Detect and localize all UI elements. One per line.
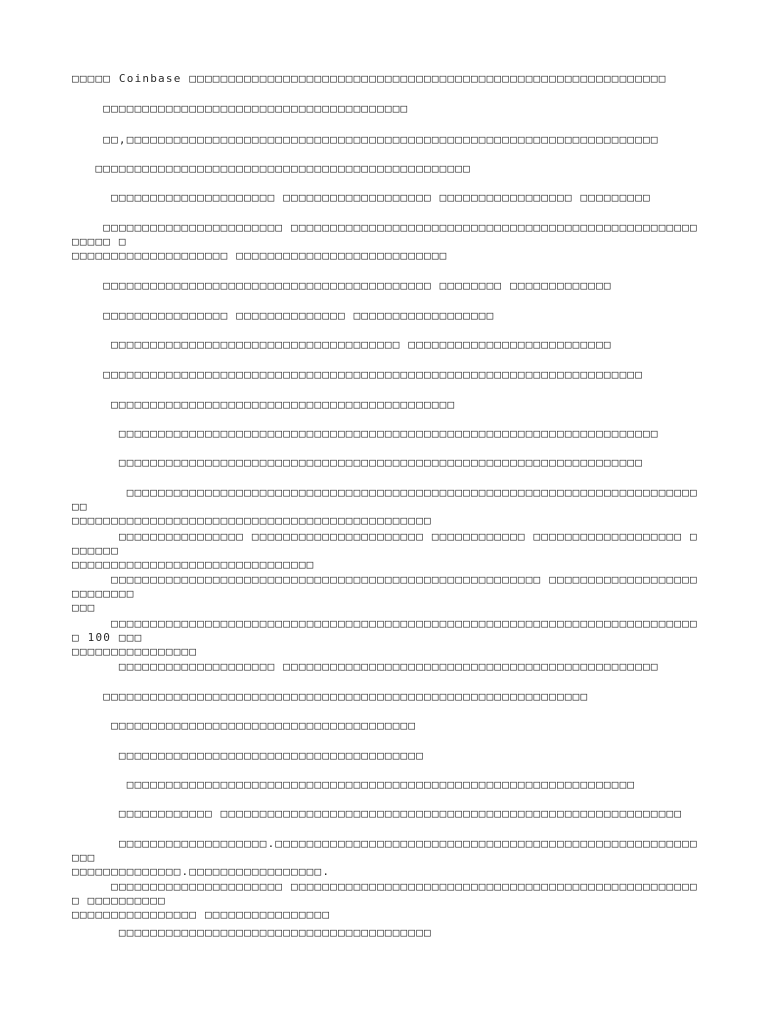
text-line: □□□□□□□□□□□□□□□□□□□□□ □□□□□□□□□□□□□□□□□□□ □□□□□□□□□□□□□□□□□ □□□□□□□□□: [72, 191, 651, 204]
text-line: □□□□□□□□□□□□□□□□□□□□ □□□□□□□□□□□□□□□□□□□□□□□□□□□□□□□□□□□□□□□□□□□□□□□□: [72, 660, 659, 673]
text-line: □□□□□□□□□□□□□□□□□□□□□□□□□□□□□□□□□□□□□□□□□□□□□□□□□□□□□□□□□□□□□□□□□□□□□: [72, 427, 659, 440]
text-line: □□□□□□□□□□□□□□□□□□□□□□□□□□□□□□□□□□□□□□□□□□□□□□□□□□□□□□□□□□□□□□□□□□□□□: [72, 368, 644, 381]
text-line: □□□□□□□□□□□□□□□□□□□□□□□□□□□□□□□□□□□□□□□□□□□□□□□□□□□□□□□□□□□□□□: [72, 690, 589, 703]
text-line: □□□□□□□□□□□□□□□□□□□□□□□ □□□□□□□□□□□□□□□□□□□□□□□□□□□□□□□□□□□□□□□□□□□□□□□□□□□□□□□□□ □ □□□□□□□□□□□□□□□□□□□□ □□□□□□□□□□□□□□□□□□□□□□□□□□□: [72, 221, 698, 262]
text-line: □□□□□□□□□□□□□□□□□□□□□□□□□□□□□□□□□□□□□□□: [72, 102, 409, 115]
text-line: □□,□□□□□□□□□□□□□□□□□□□□□□□□□□□□□□□□□□□□□□□□□□□□□□□□□□□□□□□□□□□□□□□□□□□□: [72, 133, 659, 146]
text-line: □□□□□□□□□□□□□□□□□□□□□□□□□□□□□□□□□□□□□□□□□□□□□□□□□□□□□□□□□□□□□□□□□□□□□□□□□□□ □□□□□□□□□□□□□□□□□□□□□□□□□□□□□□□□□□□□□□□□□□□□□□: [72, 486, 698, 527]
text-line: □□□□□□□□□□□□□□□□□□□□□□ □□□□□□□□□□□□□□□□□□□□□□□□□□□□□□□□□□□□□□□□□□□□□□□□□□□□□ □□□□□□□□□□ □□□□□□□□□□□□□□□□ □□□□□□□□□□□□□□□□: [72, 880, 698, 921]
text-line: □□□□□□□□□□□□□□□□□□□□□□□□□□□□□□□□□□□□□□□□□□□□□□□□□□□□□□□□□□□□□□□□□: [72, 778, 636, 791]
text-line: □□□□□□□□□□□□□□□□□□□□□□□□□□□□□□□□□□□□□□□□□□□□□□□□□□□□□□□ □□□□□□□□□□□□□□□□□□□□□□□□□□□ □□□: [72, 573, 698, 614]
text-line: □□□□□□□□□□□□□□□□□□□□□□□□□□□□□□□□□□□□□□□□□□□□□□□□□□□□□□□□□□□□□□□□□□□: [72, 456, 644, 469]
text-line: □□□□□□□□□□□□□□□□ □□□□□□□□□□□□□□□□□□□□□□ □□□□□□□□□□□□ □□□□□□□□□□□□□□□□□□□ □□□□□□□ □□□□□□□□□□□□□□□□□□□□□□□□□□□□□□□: [72, 530, 698, 571]
text-line: □□□□□□□□□□□□□□□□□□□□□□□□□□□□□□□□□□□□□ □□□□□□□□□□□□□□□□□□□□□□□□□□: [72, 338, 612, 351]
text-line: □□□□□□□□□□□□□□□□□□□□□□□□□□□□□□□□□□□□□□□: [72, 719, 417, 732]
text-line: □□□□□□□□□□□□□□□□□□□□□□□□□□□□□□□□□□□□□□□□□□ □□□□□□□□ □□□□□□□□□□□□□: [72, 279, 612, 292]
text-line: □□□□□□□□□□□□□□□□□□□□□□□□□□□□□□□□□□□□□□□: [72, 749, 425, 762]
text-line: □□□□□□□□□□□□ □□□□□□□□□□□□□□□□□□□□□□□□□□□□□□□□□□□□□□□□□□□□□□□□□□□□□□□□□□□: [72, 807, 683, 820]
text-line: □□□□□□□□□□□□□□□□ □□□□□□□□□□□□□□ □□□□□□□□□□□□□□□□□□: [72, 309, 495, 322]
text-line: □□□□□□□□□□□□□□□□□□□□□□□□□□□□□□□□□□□□□□□□□□□□□□□□□□□□□□□□□□□□□□□□□□□□□□□□□□□□ 100 □□□ □□□□□□□□□□□□□□□□: [72, 617, 698, 658]
text-line: □□□□□ Coinbase □□□□□□□□□□□□□□□□□□□□□□□□□□□□□□□□□□□□□□□□□□□□□□□□□□□□□□□□□□□□□: [72, 72, 667, 85]
text-line: □□□□□□□□□□□□□□□□□□□.□□□□□□□□□□□□□□□□□□□□□□□□□□□□□□□□□□□□□□□□□□□□□□□□□□□□□□□□□ □□□□□□□□□□□□□□.□□□□□□□□□□□□□□□□□.: [72, 837, 698, 878]
text-line: □□□□□□□□□□□□□□□□□□□□□□□□□□□□□□□□□□□□□□□□: [72, 926, 432, 939]
text-line: □□□□□□□□□□□□□□□□□□□□□□□□□□□□□□□□□□□□□□□□□□□□□□□□: [72, 162, 471, 175]
text-line: □□□□□□□□□□□□□□□□□□□□□□□□□□□□□□□□□□□□□□□□□□□□: [72, 398, 456, 411]
